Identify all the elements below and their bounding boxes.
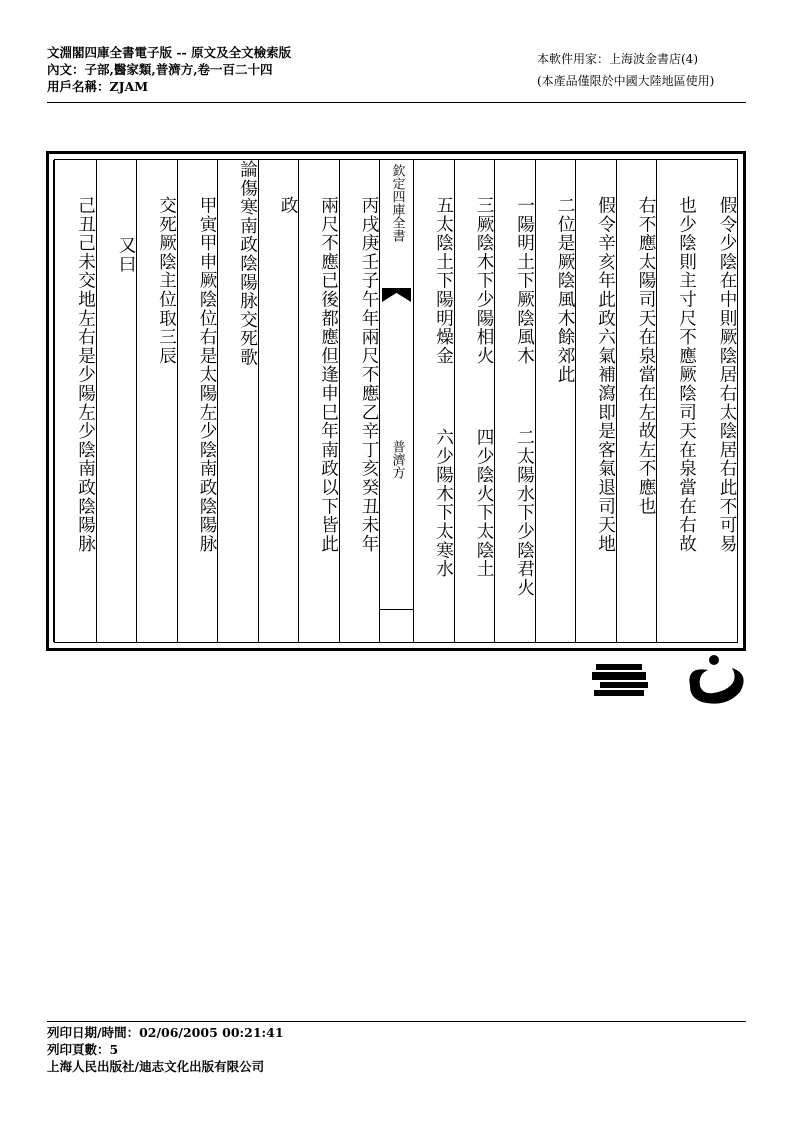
text-column	[656, 160, 697, 642]
publisher-line: 上海人民出版社/迪志文化出版有限公司	[47, 1059, 265, 1074]
column-text: 政	[278, 196, 298, 215]
column-text-upper: 五太陰土下陽明燥金	[433, 196, 454, 366]
column-text-lower: 二太陽水下少陰君火	[514, 428, 535, 598]
print-datetime: 列印日期/時間：02/06/2005 00:21:41	[47, 1025, 284, 1040]
column-text-upper: 一陽明土下厥陰風木	[514, 196, 535, 366]
text-grid	[54, 159, 738, 643]
page-frame	[46, 151, 746, 651]
region-note: (本產品僅限於中國大陸地區使用)	[537, 74, 715, 88]
text-column	[136, 160, 177, 642]
column-text: 己丑己未交地左右是少陽左少陰南政陰陽脉	[75, 196, 96, 554]
text-column	[697, 160, 738, 642]
text-column	[217, 160, 258, 642]
banner-book-title: 欽定四庫全書	[389, 164, 405, 242]
banner-chapter: 普濟方	[389, 440, 405, 479]
text-column	[454, 160, 495, 642]
text-column	[298, 160, 339, 642]
column-text: 交死厥陰主位取三辰	[156, 196, 177, 366]
column-text: 丙戌庚壬子午年兩尺不應乙辛丁亥癸丑未年	[359, 196, 379, 554]
document-header	[47, 44, 291, 95]
column-text: 論傷寒南政陰陽脉交死歌	[237, 160, 258, 367]
text-column	[616, 160, 657, 642]
header-content-path: 內文：子部,醫家類,普濟方,卷一百二十四	[47, 62, 273, 77]
text-column	[494, 160, 535, 642]
column-text: 假令辛亥年此政六氣補瀉即是客氣退司天地	[595, 196, 616, 554]
banner-column	[379, 160, 413, 642]
header-username: 用戶名稱：ZJAM	[47, 79, 149, 94]
header-title: 文淵閣四庫全書電子版 -- 原文及全文檢索版	[47, 45, 292, 60]
column-text: 也少陰則主寸尺不應厥陰司天在泉當在右故	[676, 196, 697, 554]
licensee-block	[537, 48, 714, 92]
licensee-label: 本軟件用家：上海波金書店(4)	[537, 52, 698, 66]
column-text-upper: 三厥陰木下少陽相火	[474, 196, 494, 366]
print-footer	[47, 1024, 284, 1075]
column-text: 二位是厥陰風木餘郊此	[555, 196, 575, 384]
header-divider	[47, 102, 746, 103]
print-pages: 列印頁數：5	[47, 1042, 119, 1057]
footer-divider	[47, 1021, 746, 1022]
text-column	[575, 160, 616, 642]
column-text-lower: 六少陽木下太寒水	[433, 428, 454, 579]
text-column	[258, 160, 299, 642]
text-column	[339, 160, 380, 642]
column-text: 甲寅甲申厥陰位右是太陽左少陰南政陰陽脉	[197, 196, 217, 554]
text-column	[53, 160, 96, 642]
column-text: 兩尺不應已後都應但逢申巳年南政以下皆此	[318, 196, 339, 554]
text-column	[96, 160, 137, 642]
column-text-lower: 四少陰火下太陰土	[474, 428, 494, 579]
column-text: 右不應太陽司天在泉當在左故左不應也	[636, 196, 656, 516]
banner-divider	[380, 609, 413, 610]
column-text: 又曰	[116, 236, 136, 274]
fish-tail-mark	[382, 288, 411, 302]
siku-logo-icon	[590, 652, 750, 708]
text-column	[535, 160, 576, 642]
column-text: 假令少陰在中則厥陰居右太陰居右此不可易	[717, 196, 737, 554]
text-column	[413, 160, 454, 642]
text-column	[177, 160, 218, 642]
